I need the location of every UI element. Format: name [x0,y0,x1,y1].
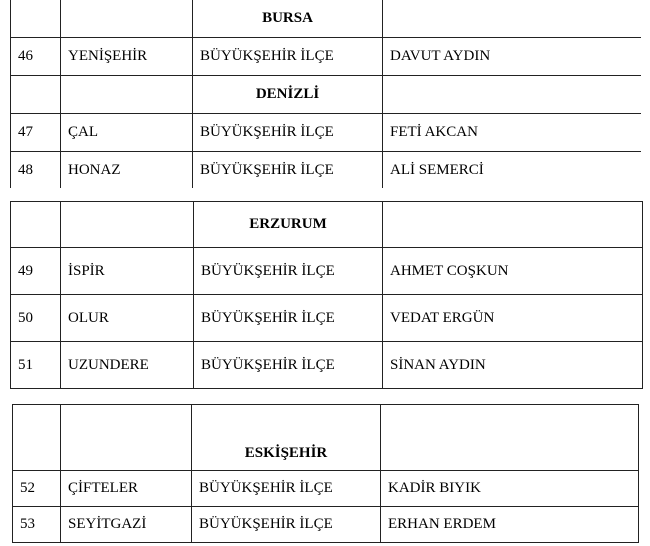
table-row [13,507,639,543]
province-row [13,405,639,471]
empty-cell [11,76,61,114]
mayor-name: DAVUT AYDIN [383,38,642,76]
province-row [11,0,642,38]
mayor-name: AHMET COŞKUN [383,248,643,295]
row-number: 47 [11,114,61,152]
empty-cell [61,405,192,471]
row-number: 53 [13,507,61,543]
table-fragment-bursa-denizli [10,0,641,188]
row-number: 52 [13,471,61,507]
row-number: 49 [11,248,61,295]
district-type: BÜYÜKŞEHİR İLÇE [193,38,383,76]
province-header: ESKİŞEHİR [192,405,381,471]
mayor-name: VEDAT ERGÜN [383,295,643,342]
empty-cell [11,202,61,248]
province-header: ERZURUM [194,202,383,248]
row-number: 51 [11,342,61,389]
district-name: HONAZ [61,152,193,189]
district-name: UZUNDERE [61,342,194,389]
province-row [11,76,642,114]
table-row [13,471,639,507]
empty-cell [61,0,193,38]
empty-cell [11,0,61,38]
row-number: 46 [11,38,61,76]
table-row [11,295,643,342]
empty-cell [383,76,642,114]
district-type: BÜYÜKŞEHİR İLÇE [194,342,383,389]
province-header: BURSA [193,0,383,38]
row-number: 50 [11,295,61,342]
district-name: YENİŞEHİR [61,38,193,76]
district-table [10,201,643,389]
empty-cell [381,405,639,471]
district-name: SEYİTGAZİ [61,507,192,543]
district-type: BÜYÜKŞEHİR İLÇE [194,295,383,342]
district-name: İSPİR [61,248,194,295]
mayor-name: FETİ AKCAN [383,114,642,152]
district-type: BÜYÜKŞEHİR İLÇE [194,248,383,295]
table-fragment-erzurum [10,201,642,388]
mayor-name: SİNAN AYDIN [383,342,643,389]
district-type: BÜYÜKŞEHİR İLÇE [192,471,381,507]
mayor-name: KADİR BIYIK [381,471,639,507]
district-type: BÜYÜKŞEHİR İLÇE [192,507,381,543]
table-row [11,248,643,295]
table-row [11,114,642,152]
mayor-name: ALİ SEMERCİ [383,152,642,189]
district-name: ÇAL [61,114,193,152]
row-number: 48 [11,152,61,189]
table-fragment-eskisehir [12,404,638,546]
province-header: DENİZLİ [193,76,383,114]
district-name: OLUR [61,295,194,342]
table-row [11,152,642,189]
mayor-name: ERHAN ERDEM [381,507,639,543]
district-type: BÜYÜKŞEHİR İLÇE [193,152,383,189]
empty-cell [61,202,194,248]
table-row [11,38,642,76]
district-name: ÇİFTELER [61,471,192,507]
province-row [11,202,643,248]
empty-cell [13,405,61,471]
table-row [11,342,643,389]
district-table [12,404,639,543]
empty-cell [61,76,193,114]
district-type: BÜYÜKŞEHİR İLÇE [193,114,383,152]
empty-cell [383,0,642,38]
district-table [10,0,641,188]
empty-cell [383,202,643,248]
